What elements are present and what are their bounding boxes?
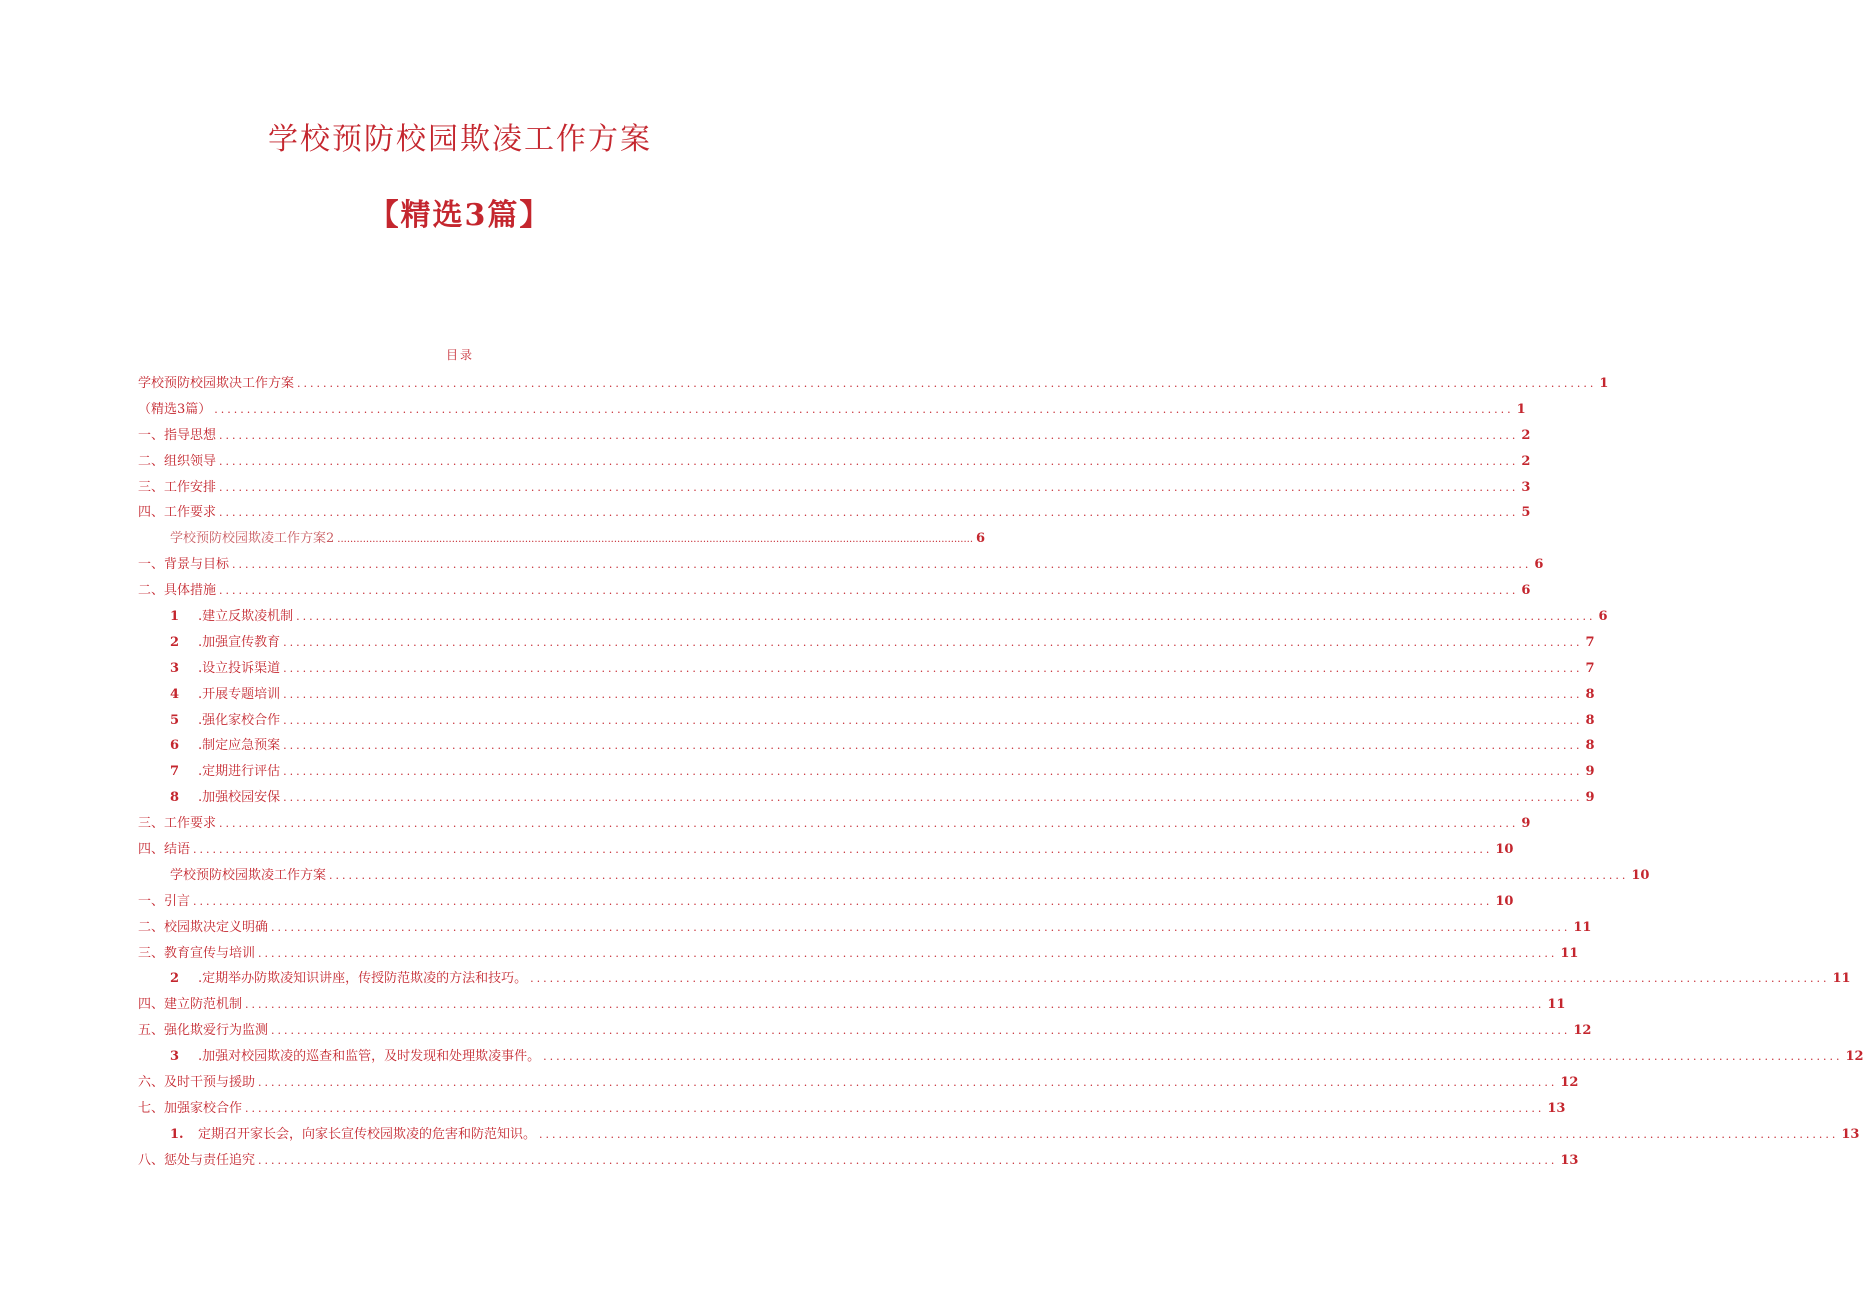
toc-entry-text: .强化家校合作 [198, 712, 281, 728]
toc-entry-text: 学校预防校园欺凌工作方案2 [170, 531, 335, 547]
toc-entry-text: .加强对校园欺凌的巡查和监管，及时发现和处理欺凌事件。 [198, 1049, 541, 1065]
toc-leader-dots: ........................................................................................................................................................................................................ [296, 610, 1596, 624]
toc-entry[interactable] [138, 657, 1595, 683]
toc-entry-number: 3 [170, 660, 180, 676]
toc-entry-page: 8 [1585, 738, 1595, 754]
toc-entry-text: 三、教育宣传与培训 [138, 945, 256, 961]
toc-entry-label [138, 553, 229, 572]
toc-entry-label [138, 476, 216, 495]
toc-entry-label [138, 1097, 242, 1116]
toc-leader-dots: ........................................................................................................................................................................................................ [219, 817, 1519, 831]
toc-entry-label [170, 760, 280, 779]
toc-entry-page: 1 [1516, 401, 1526, 417]
toc-entry[interactable] [138, 864, 1650, 890]
toc-entry-label [170, 683, 280, 702]
toc-entry-number: 1. [170, 1126, 184, 1142]
toc-entry-label [138, 942, 255, 961]
toc-entry-text: .开展专题培训 [198, 686, 281, 702]
toc-entry-page: 12 [1845, 1049, 1864, 1065]
toc-entry-label [170, 527, 334, 546]
toc-entry-page: 10 [1495, 842, 1514, 858]
toc-entry-label [170, 631, 280, 650]
toc-entry[interactable] [138, 398, 1526, 424]
toc-entry-page: 7 [1585, 634, 1595, 650]
toc-entry-number: 2 [170, 971, 180, 987]
toc-entry-text: 八、惩处与责任追究 [138, 1152, 256, 1168]
toc-entry-page: 6 [1534, 557, 1544, 573]
toc-entry-label [138, 1149, 255, 1168]
toc-entry-label [138, 424, 216, 443]
toc-leader-dots: ........................................................................................................................................................................................................ [283, 739, 1583, 753]
toc-entry-number: 4 [170, 686, 180, 702]
toc-entry-text: 五、强化欺爱行为监测 [138, 1023, 269, 1039]
toc-heading: 目录 [445, 348, 474, 362]
toc-leader-dots: ........................................................................................................................................................................................................ [283, 713, 1583, 727]
toc-entry-page: 7 [1585, 660, 1595, 676]
toc-entry-text: 二、校园欺决定义明确 [138, 919, 269, 935]
toc-leader-dots: ........................................................................................................................................................................................................ [283, 791, 1583, 805]
toc-entry-label [138, 890, 190, 909]
toc-entry[interactable] [138, 734, 1595, 760]
toc-entry[interactable] [138, 424, 1531, 450]
toc-entry-number: 7 [170, 764, 180, 780]
toc-entry-text: .制定应急预案 [198, 738, 281, 754]
toc-leader-dots: ........................................................................................................................................................................................................ [219, 480, 1519, 494]
toc-entry[interactable] [138, 760, 1595, 786]
toc-entry-text: .建立反欺凌机制 [198, 609, 294, 625]
toc-entry-page: 6 [1521, 583, 1531, 599]
toc-entry-page: 2 [1521, 453, 1531, 469]
toc-entry-page: 11 [1547, 997, 1566, 1013]
toc-entry-text: .定期举办防欺凌知识讲座，传授防范欺凌的方法和技巧。 [198, 971, 528, 987]
toc-entry-label [170, 709, 280, 728]
toc-entry-page: 11 [1573, 919, 1592, 935]
toc-entry-page: 5 [1521, 505, 1531, 521]
toc-entry[interactable] [138, 1071, 1579, 1097]
toc-entry-page: 12 [1560, 1075, 1579, 1091]
toc-entry-label [138, 812, 216, 831]
toc-entry[interactable] [138, 993, 1566, 1019]
toc-entry[interactable] [138, 450, 1531, 476]
toc-leader-dots: ........................................................................................................................................................................................................ [214, 402, 1514, 416]
toc-entry-page: 3 [1521, 479, 1531, 495]
toc-entry-label [170, 967, 527, 986]
toc-entry-text: .设立投诉渠道 [198, 660, 281, 676]
toc-entry[interactable] [138, 942, 1579, 968]
toc-entry-label [138, 501, 216, 520]
toc-entry-label [170, 1045, 540, 1064]
toc-leader-dots: ........................................................................................................................................................................................................ [219, 454, 1519, 468]
toc-entry-page: 9 [1585, 764, 1595, 780]
toc-entry-text: .定期进行评估 [198, 764, 281, 780]
toc-entry-label [138, 1019, 268, 1038]
document-title: 学校预防校园欺凌工作方案 [268, 122, 652, 157]
toc-entry-text: 一、指导思想 [138, 427, 217, 443]
toc-entry-label [138, 916, 268, 935]
toc-leader-dots: ........................................................................................................................................................................................................ [219, 584, 1519, 598]
toc-leader-dots: ........................................................................................................................................................................................................ [232, 558, 1532, 572]
toc-entry-label [170, 1123, 536, 1142]
toc-entry-page: 10 [1631, 867, 1650, 883]
toc-entry-page: 13 [1560, 1152, 1579, 1168]
toc-entry[interactable] [138, 1123, 1860, 1149]
toc-entry-text: 三、工作要求 [138, 816, 217, 832]
toc-entry-label [170, 605, 293, 624]
toc-entry[interactable] [138, 476, 1531, 502]
toc-entry-text: 学校预防校园欺凌工作方案 [170, 867, 327, 883]
toc-leader-dots: ........................................................................................................................................................................................................ [543, 1050, 1843, 1064]
toc-entry-label [138, 398, 211, 417]
toc-entry-page: 9 [1521, 816, 1531, 832]
toc-leader-dots: ........................................................................................................................................................................................................ [193, 843, 1493, 857]
toc-entry-number: 2 [170, 634, 180, 650]
toc-entry[interactable] [138, 967, 1851, 993]
toc-leader-dots: ........................................................................................................................................................................................................ [297, 377, 1597, 390]
toc-leader-dots: ........................................................................................................................................................................................................ [283, 765, 1583, 779]
toc-entry[interactable] [138, 916, 1592, 942]
toc-entry[interactable] [138, 1019, 1592, 1045]
document-subtitle: 【精选3篇】 [368, 198, 552, 233]
toc-entry[interactable] [138, 786, 1595, 812]
toc-leader-dots: ........................................................................................................................................................................................................ [258, 1076, 1558, 1090]
toc-leader-dots: ........................................................................................................................................................................................................ [283, 687, 1583, 701]
toc-entry[interactable] [138, 838, 1514, 864]
toc-entry-text: 二、组织领导 [138, 453, 217, 469]
toc-entry[interactable] [138, 579, 1531, 605]
toc-entry-page: 11 [1560, 945, 1579, 961]
toc-entry[interactable] [138, 631, 1595, 657]
toc-entry-page: 2 [1521, 427, 1531, 443]
toc-entry-page: 10 [1495, 893, 1514, 909]
toc-leader-dots: ........................................................................................................................................................................................................ [219, 428, 1519, 442]
toc-entry-text: .加强校园安保 [198, 790, 281, 806]
toc-entry[interactable] [138, 890, 1514, 916]
toc-entry[interactable] [138, 812, 1531, 838]
toc-entry-number: 5 [170, 712, 180, 728]
toc-entry-text: .加强宣传教育 [198, 634, 281, 650]
toc-entry-label [138, 838, 190, 857]
toc-entry-number: 6 [170, 738, 180, 754]
toc-entry-page: 11 [1832, 971, 1851, 987]
toc-entry[interactable] [138, 683, 1595, 709]
toc-entry-text: 四、建立防范机制 [138, 997, 243, 1013]
toc-entry-label [170, 864, 326, 883]
toc-entry-number: 8 [170, 790, 180, 806]
toc-entry-label [170, 786, 280, 805]
toc-leader-dots: ........................................................................................................................................................................................................ [258, 946, 1558, 960]
toc-leader-dots: ........................................................................................................................................................................................................ [245, 1101, 1545, 1115]
toc-entry[interactable] [138, 553, 1544, 579]
toc-entry[interactable] [138, 527, 986, 553]
toc-leader-dots: ........................................................................................................................................................................................................ [539, 1127, 1839, 1141]
toc-leader-dots: ........................................................................................................................................................................................................ [283, 661, 1583, 675]
toc-leader-dots: ........................................................................................................................................................................................................ [271, 920, 1571, 934]
table-of-contents [138, 372, 1864, 1175]
toc-entry-text: 四、结语 [138, 842, 191, 858]
toc-entry-text: 定期召开家长会，向家长宣传校园欺凌的危害和防范知识。 [198, 1126, 537, 1142]
toc-entry-page: 8 [1585, 686, 1595, 702]
toc-entry-label [170, 734, 280, 753]
toc-entry-label [170, 657, 280, 676]
toc-entry-page: 13 [1547, 1100, 1566, 1116]
toc-leader-dots: ........................................................................................................................................................................................................ [283, 635, 1583, 649]
toc-entry-number: 3 [170, 1049, 180, 1065]
toc-leader-dots: ........................................................................................................................................................................................................ [193, 894, 1493, 908]
toc-entry[interactable] [138, 605, 1608, 631]
toc-entry[interactable] [138, 1097, 1566, 1123]
toc-entry-text: 二、具体措施 [138, 583, 217, 599]
toc-entry-text: 学校预防校园欺决工作方案 [138, 376, 295, 391]
toc-leader-dots: ........................................................................................................................................................................................................ [258, 1153, 1558, 1167]
toc-entry-number: 1 [170, 609, 180, 625]
toc-entry-label [138, 450, 216, 469]
toc-entry[interactable] [138, 709, 1595, 735]
toc-entry-text: 四、工作要求 [138, 505, 217, 521]
toc-entry-text: （精选3篇） [138, 401, 212, 417]
toc-entry-text: 一、引言 [138, 893, 191, 909]
toc-entry-page: 12 [1573, 1023, 1592, 1039]
toc-entry-page: 6 [1598, 609, 1608, 625]
toc-entry-page: 13 [1841, 1126, 1860, 1142]
toc-entry-text: 三、工作安排 [138, 479, 217, 495]
toc-entry[interactable] [138, 372, 1609, 398]
toc-entry-label [138, 993, 242, 1012]
toc-leader-dots: ........................................................................................................................................................................................................ [245, 998, 1545, 1012]
toc-entry-text: 七、加强家校合作 [138, 1100, 243, 1116]
toc-entry-text: 六、及时干预与援助 [138, 1075, 256, 1091]
toc-entry-label [138, 1071, 255, 1090]
toc-entry-label [138, 579, 216, 598]
toc-leader-dots: ........................................................................................................................................................................................................ [337, 534, 974, 546]
toc-leader-dots: ........................................................................................................................................................................................................ [530, 972, 1830, 986]
toc-entry-page: 6 [976, 531, 986, 547]
toc-entry[interactable] [138, 1149, 1579, 1175]
toc-leader-dots: ........................................................................................................................................................................................................ [329, 868, 1629, 882]
toc-entry-label [138, 372, 294, 391]
toc-leader-dots: ........................................................................................................................................................................................................ [219, 506, 1519, 520]
toc-entry[interactable] [138, 1045, 1864, 1071]
toc-entry-page: 9 [1585, 790, 1595, 806]
toc-entry-text: 一、背景与目标 [138, 557, 230, 573]
toc-entry[interactable] [138, 501, 1531, 527]
toc-entry-page: 1 [1599, 376, 1609, 391]
toc-entry-page: 8 [1585, 712, 1595, 728]
toc-leader-dots: ........................................................................................................................................................................................................ [271, 1024, 1571, 1038]
